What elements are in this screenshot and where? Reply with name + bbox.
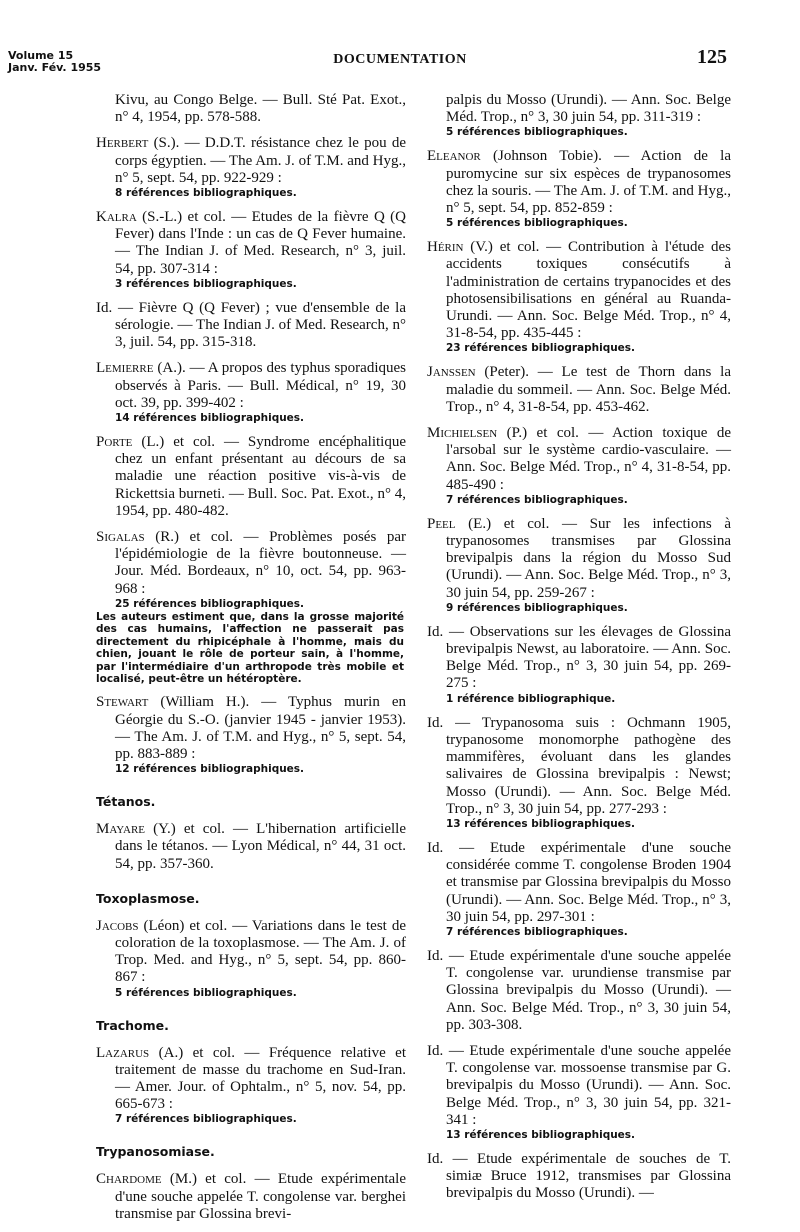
section-heading: Trachome.: [96, 1017, 169, 1033]
entry-author: Peel: [427, 515, 456, 532]
entry-references: 13 références bibliographiques.: [446, 817, 636, 830]
entry-text: [427, 364, 731, 416]
entry-citation: Kivu, au Congo Belge. — Bull. Sté Pat. Exot., n° 4, 1954, pp. 578-588.: [115, 92, 406, 126]
entry-citation: Id. — Etude expérimentale d'une souche considérée comme T. congolense Broden 1904 et transmise par Glossina brevipalpis du Mosso (Urundi). — Ann. Soc. Belge Méd. Trop., n° 3, 30 juin 54, pp. 297-301 :: [427, 839, 731, 925]
right-column: [427, 92, 731, 1212]
entry-author: Chardome: [96, 1171, 162, 1188]
entry-references: 1 référence bibliographique.: [446, 692, 616, 705]
entry-text: [427, 425, 731, 494]
entry-citation: (V.) et col. — Contribution à l'étude des accidents toxiques consécutifs à l'administration de certains trypanocides et des photosensibilisations en général au Ruanda-Urundi. — Ann. Soc. Belge Méd. Trop., n° 4, 31-8-54, pp. 435-445 :: [446, 239, 731, 342]
entry-text: [96, 529, 406, 598]
entry-author: Stewart: [96, 694, 149, 711]
entry-author: Kalra: [96, 209, 137, 226]
bibliography-entry: [96, 360, 406, 425]
entry-note: Les auteurs estiment que, dans la grosse majorité des cas humains, l'affection ne passerait pas directement du rhipicéphale à l'homme, mais du chien, jouant le rôle de porteur sain, à l'homme, par l'intermédiaire d'un arthropode très mobile et localisé, peut-être un hétéroptère.: [96, 610, 404, 685]
bibliography-entry: [427, 624, 731, 706]
volume-label: Volume 15: [8, 49, 74, 62]
entry-text: [96, 135, 406, 187]
bibliography-entry: [96, 1045, 406, 1127]
entry-text: [96, 434, 406, 520]
bibliography-entry: [427, 92, 731, 139]
entry-citation: (M.) et col. — Etude expérimentale d'une souche appelée T. congolense var. berghei transmise par Glossina brevi-: [115, 1171, 406, 1222]
bibliography-entry: [427, 1151, 731, 1203]
entry-references: 25 références bibliographiques.: [115, 597, 305, 610]
entry-citation: (Peter). — Le test de Thorn dans la maladie du sommeil. — Ann. Soc. Belge Méd. Trop., n° 4, 31-8-54, pp. 453-462.: [446, 364, 731, 415]
entry-text: [427, 148, 731, 217]
entry-text: [427, 1043, 731, 1129]
bibliography-entry: [96, 300, 406, 352]
bibliography-entry: [96, 529, 406, 685]
bibliography-entry: [427, 516, 731, 615]
left-column: [96, 92, 406, 1232]
entry-citation: Id. — Fièvre Q (Q Fever) ; vue d'ensemble de la sérologie. — The Indian J. of Med. Research, n° 3, juil. 54, pp. 315-318.: [96, 299, 406, 351]
bibliography-entry: [427, 715, 731, 831]
bibliography-entry: [96, 135, 406, 200]
entry-text: [96, 694, 406, 763]
entry-references: 12 références bibliographiques.: [115, 763, 305, 776]
entry-references: 5 références bibliographiques.: [446, 217, 628, 230]
entry-text: [96, 92, 406, 126]
bibliography-entry: [96, 918, 406, 1000]
entry-references: 23 références bibliographiques.: [446, 342, 636, 355]
entry-references: 5 références bibliographiques.: [115, 986, 297, 999]
entry-references: 7 références bibliographiques.: [446, 925, 628, 938]
section-heading: Trypanosomiase.: [96, 1144, 215, 1160]
entry-citation: Id. — Etude expérimentale d'une souche appelée T. congolense var. mossoense transmise par G. brevipalpis du Mosso (Urundi). — Ann. Soc. Belge Méd. Trop., n° 3, 30 juin 54, pp. 321-341 :: [427, 1042, 731, 1128]
entry-author: Mayare: [96, 821, 145, 838]
entry-author: Eleanor: [427, 148, 481, 165]
period-label: Janv. Fév. 1955: [8, 61, 102, 74]
entry-citation: Id. — Etude expérimentale d'une souche appelée T. congolense var. urundiense transmise par Glossina brevipalpis du Mosso (Urundi). — Ann. Soc. Belge Méd. Trop., n° 3, 30 juin 54, pp. 303-308.: [427, 947, 731, 1033]
entry-citation: (Y.) et col. — L'hibernation artificielle dans le tétanos. — Lyon Médical, n° 44, 31 oct. 54, pp. 357-360.: [115, 821, 406, 872]
entry-citation: Id. — Etude expérimentale de souches de T. simiæ Bruce 1912, transmises par Glossina brevipalpis du Mosso (Urundi). —: [427, 1150, 731, 1202]
entry-citation: (P.) et col. — Action toxique de l'arsobal sur le système cardio-vasculaire. — Ann. Soc. Belge Méd. Trop., n° 4, 31-8-54, pp. 485-490 :: [446, 425, 731, 493]
entry-text: [96, 1045, 406, 1114]
entry-text: [427, 948, 731, 1034]
bibliography-entry: [427, 948, 731, 1034]
entry-text: [96, 360, 406, 412]
entry-references: 8 références bibliographiques.: [115, 187, 297, 200]
bibliography-entry: [96, 209, 406, 291]
entry-references: 5 références bibliographiques.: [446, 126, 628, 139]
entry-citation: palpis du Mosso (Urundi). — Ann. Soc. Belge Méd. Trop., n° 3, 30 juin 54, pp. 311-319 :: [446, 92, 731, 126]
entry-author: Lemierre: [96, 360, 154, 377]
entry-text: [427, 239, 731, 342]
entry-citation: (Léon) et col. — Variations dans le test de coloration de la toxoplasmose. — The Am. J. of Trop. Med. and Hyg., n° 5, sept. 54, pp. 860-867 :: [115, 917, 406, 986]
entry-citation: (L.) et col. — Syndrome encéphalitique chez un enfant présentant au décours de sa maladie une réaction positive vis-à-vis de Rickettsia burneti. — Bull. Soc. Pat. Exot., n° 4, 1954, pp. 480-482.: [115, 434, 406, 519]
entry-references: 7 références bibliographiques.: [446, 493, 628, 506]
entry-citation: (E.) et col. — Sur les infections à trypanosomes transmises par Glossina brevipalpis dans la région du Mosso Sud (Urundi). — Ann. Soc. Belge Méd. Trop., n° 3, 30 juin 54, pp. 259-267 :: [446, 515, 731, 601]
entry-text: [96, 821, 406, 873]
entry-text: [427, 516, 731, 602]
entry-text: [427, 840, 731, 926]
entry-author: Hérin: [427, 239, 464, 256]
entry-text: [96, 300, 406, 352]
entry-author: Lazarus: [96, 1044, 150, 1061]
bibliography-entry: [427, 364, 731, 416]
entry-references: 9 références bibliographiques.: [446, 601, 628, 614]
entry-citation: Id. — Trypanosoma suis : Ochmann 1905, trypanosome monomorphe pathogène des mammifères, évoluant dans les glandes salivaires de Glossina brevipalpis : Newst; Mosso (Urundi). — Ann. Soc. Belge Méd. Trop., n° 3, 30 juin 54, pp. 277-293 :: [427, 714, 731, 817]
bibliography-entry: [96, 1171, 406, 1223]
page-title: DOCUMENTATION: [333, 52, 467, 67]
entry-citation: (R.) et col. — Problèmes posés par l'épidémiologie de la fièvre boutonneuse. — Jour. Méd. Bordeaux, n° 10, oct. 54, pp. 963-968 :: [115, 529, 406, 597]
entry-references: 7 références bibliographiques.: [115, 1113, 297, 1126]
entry-citation: Id. — Observations sur les élevages de Glossina brevipalpis Newst, au laboratoire. — Ann. Soc. Belge Méd. Trop., n° 3, 30 juin 54, pp. 269-275 :: [427, 623, 731, 692]
entry-references: 3 références bibliographiques.: [115, 277, 297, 290]
entry-text: [427, 624, 731, 693]
entry-text: [96, 209, 406, 278]
entry-text: [427, 92, 731, 126]
bibliography-entry: [96, 434, 406, 520]
entry-citation: (S.). — D.D.T. résistance chez le pou de corps égyptien. — The Am. J. of T.M. and Hyg., n° 5, sept. 54, pp. 922-929 :: [115, 135, 406, 186]
entry-citation: (William H.). — Typhus murin en Géorgie du S.-O. (janvier 1945 - janvier 1953). — The Am. J. of T.M. and Hyg., n° 5, sept. 54, pp. 883-889 :: [115, 694, 406, 762]
entry-text: [96, 1171, 406, 1223]
bibliography-entry: [96, 92, 406, 126]
bibliography-entry: [96, 821, 406, 873]
bibliography-entry: [427, 239, 731, 355]
page-number: 125: [697, 46, 727, 68]
section-heading: Tétanos.: [96, 794, 156, 810]
entry-author: Herbert: [96, 135, 149, 152]
entry-citation: (A.) et col. — Fréquence relative et traitement de masse du trachome en Sud-Iran. — Amer. Jour. of Ophtalm., n° 5, nov. 54, pp. 665-673 :: [115, 1044, 406, 1113]
entry-text: [427, 1151, 731, 1203]
entry-author: Porte: [96, 434, 133, 451]
bibliography-entry: [427, 425, 731, 507]
entry-author: Michielsen: [427, 425, 498, 442]
entry-citation: (S.-L.) et col. — Etudes de la fièvre Q (Q Fever) dans l'Inde : un cas de Q Fever humaine. — The Indian J. of Med. Research, n° 3, juil. 54, pp. 307-314 :: [115, 209, 406, 277]
entry-references: 13 références bibliographiques.: [446, 1128, 636, 1141]
entry-author: Janssen: [427, 364, 476, 381]
entry-citation: (Johnson Tobie). — Action de la puromycine sur six espèces de trypanosomes chez la souris. — The Am. J. of T.M. and Hyg., n° 5, sept. 54, pp. 852-859 :: [446, 148, 731, 217]
entry-text: [96, 918, 406, 987]
entry-text: [427, 715, 731, 818]
entry-citation: (A.). — A propos des typhus sporadiques observés à Paris. — Bull. Médical, n° 19, 30 oct. 39, pp. 399-402 :: [115, 360, 406, 411]
bibliography-entry: [427, 840, 731, 939]
entry-references: 14 références bibliographiques.: [115, 412, 305, 425]
entry-author: Sigalas: [96, 529, 145, 546]
section-heading: Toxoplasmose.: [96, 890, 200, 906]
bibliography-entry: [427, 1043, 731, 1142]
bibliography-entry: [427, 148, 731, 230]
entry-author: Jacobs: [96, 917, 139, 934]
bibliography-entry: [96, 694, 406, 776]
